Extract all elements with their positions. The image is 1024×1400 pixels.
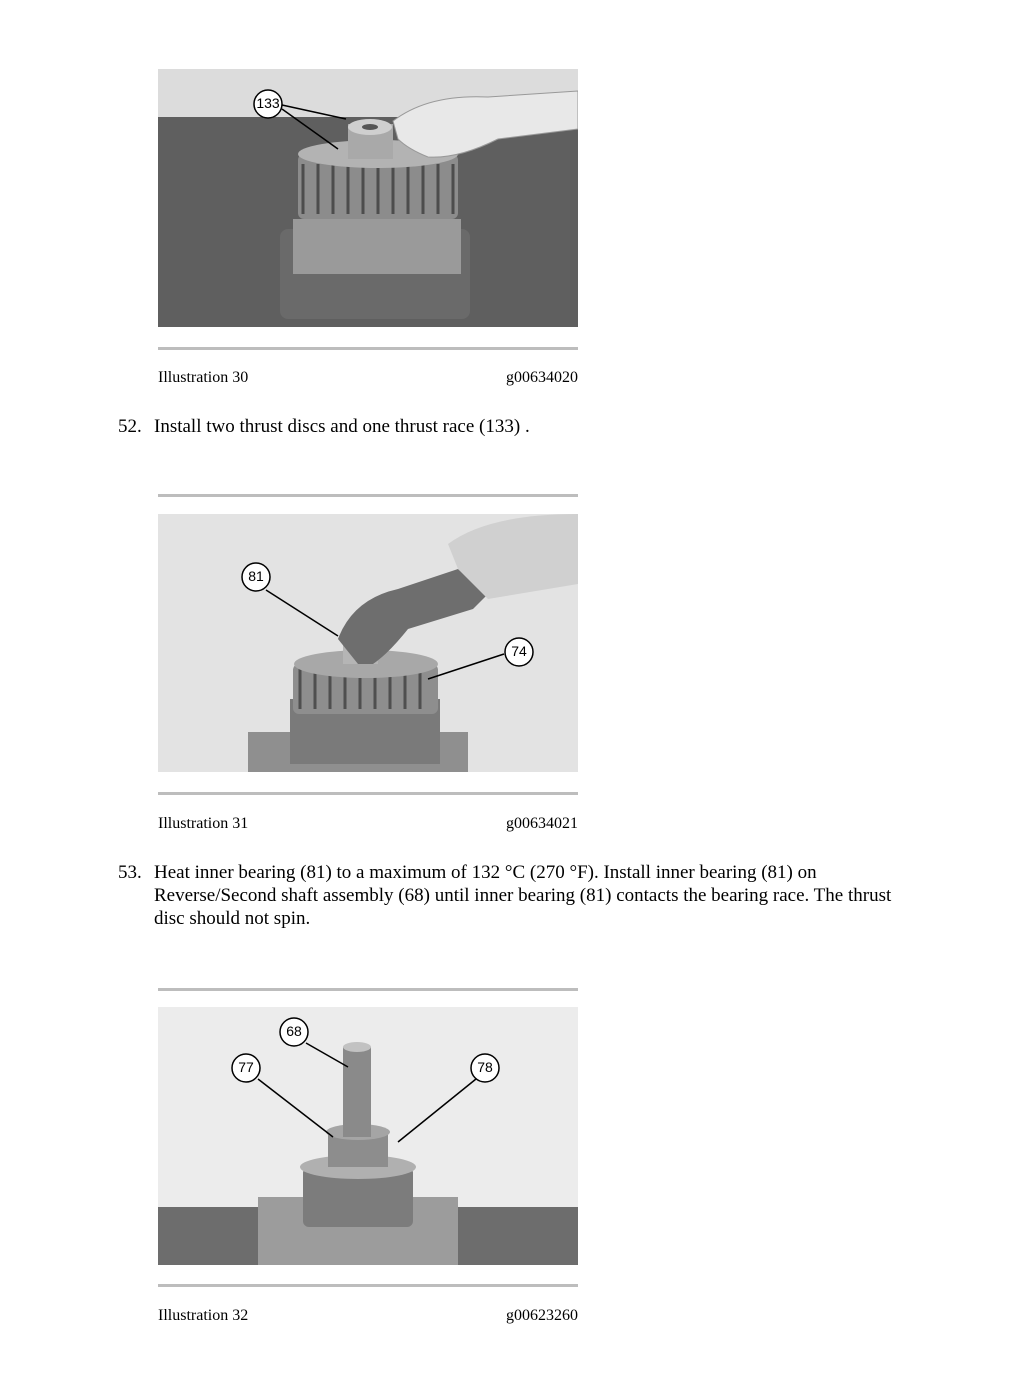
callout-133: 133 bbox=[256, 95, 280, 111]
step-number: 52. bbox=[118, 416, 142, 437]
illustration-code: g00634021 bbox=[506, 815, 578, 832]
callout-68: 68 bbox=[286, 1023, 302, 1039]
callout-81: 81 bbox=[248, 568, 264, 584]
illustration-32-photo bbox=[158, 1007, 578, 1265]
illustration-code: g00634020 bbox=[506, 369, 578, 386]
illustration-31-photo bbox=[158, 514, 578, 772]
illustration-label: Illustration 32 bbox=[158, 1307, 249, 1324]
callout-74: 74 bbox=[511, 643, 527, 659]
step-text: Install two thrust discs and one thrust race (133) . bbox=[154, 416, 530, 437]
step-number: 53. bbox=[118, 862, 142, 883]
step-text: Heat inner bearing (81) to a maximum of 132 °C (270 °F). Install inner bearing (81) on Reverse/Second shaft assembly (68) until inner bearing (81) contacts the bearing race. The thrust disc should not spin. bbox=[154, 862, 892, 929]
divider bbox=[158, 347, 578, 350]
callout-77: 77 bbox=[238, 1059, 254, 1075]
illustration-label: Illustration 30 bbox=[158, 369, 249, 386]
callout-78: 78 bbox=[477, 1059, 493, 1075]
divider bbox=[158, 1284, 578, 1287]
divider bbox=[158, 988, 578, 991]
divider bbox=[158, 494, 578, 497]
illustration-code: g00623260 bbox=[506, 1307, 578, 1324]
illustration-30-photo bbox=[158, 69, 578, 327]
divider bbox=[158, 792, 578, 795]
illustration-label: Illustration 31 bbox=[158, 815, 249, 832]
